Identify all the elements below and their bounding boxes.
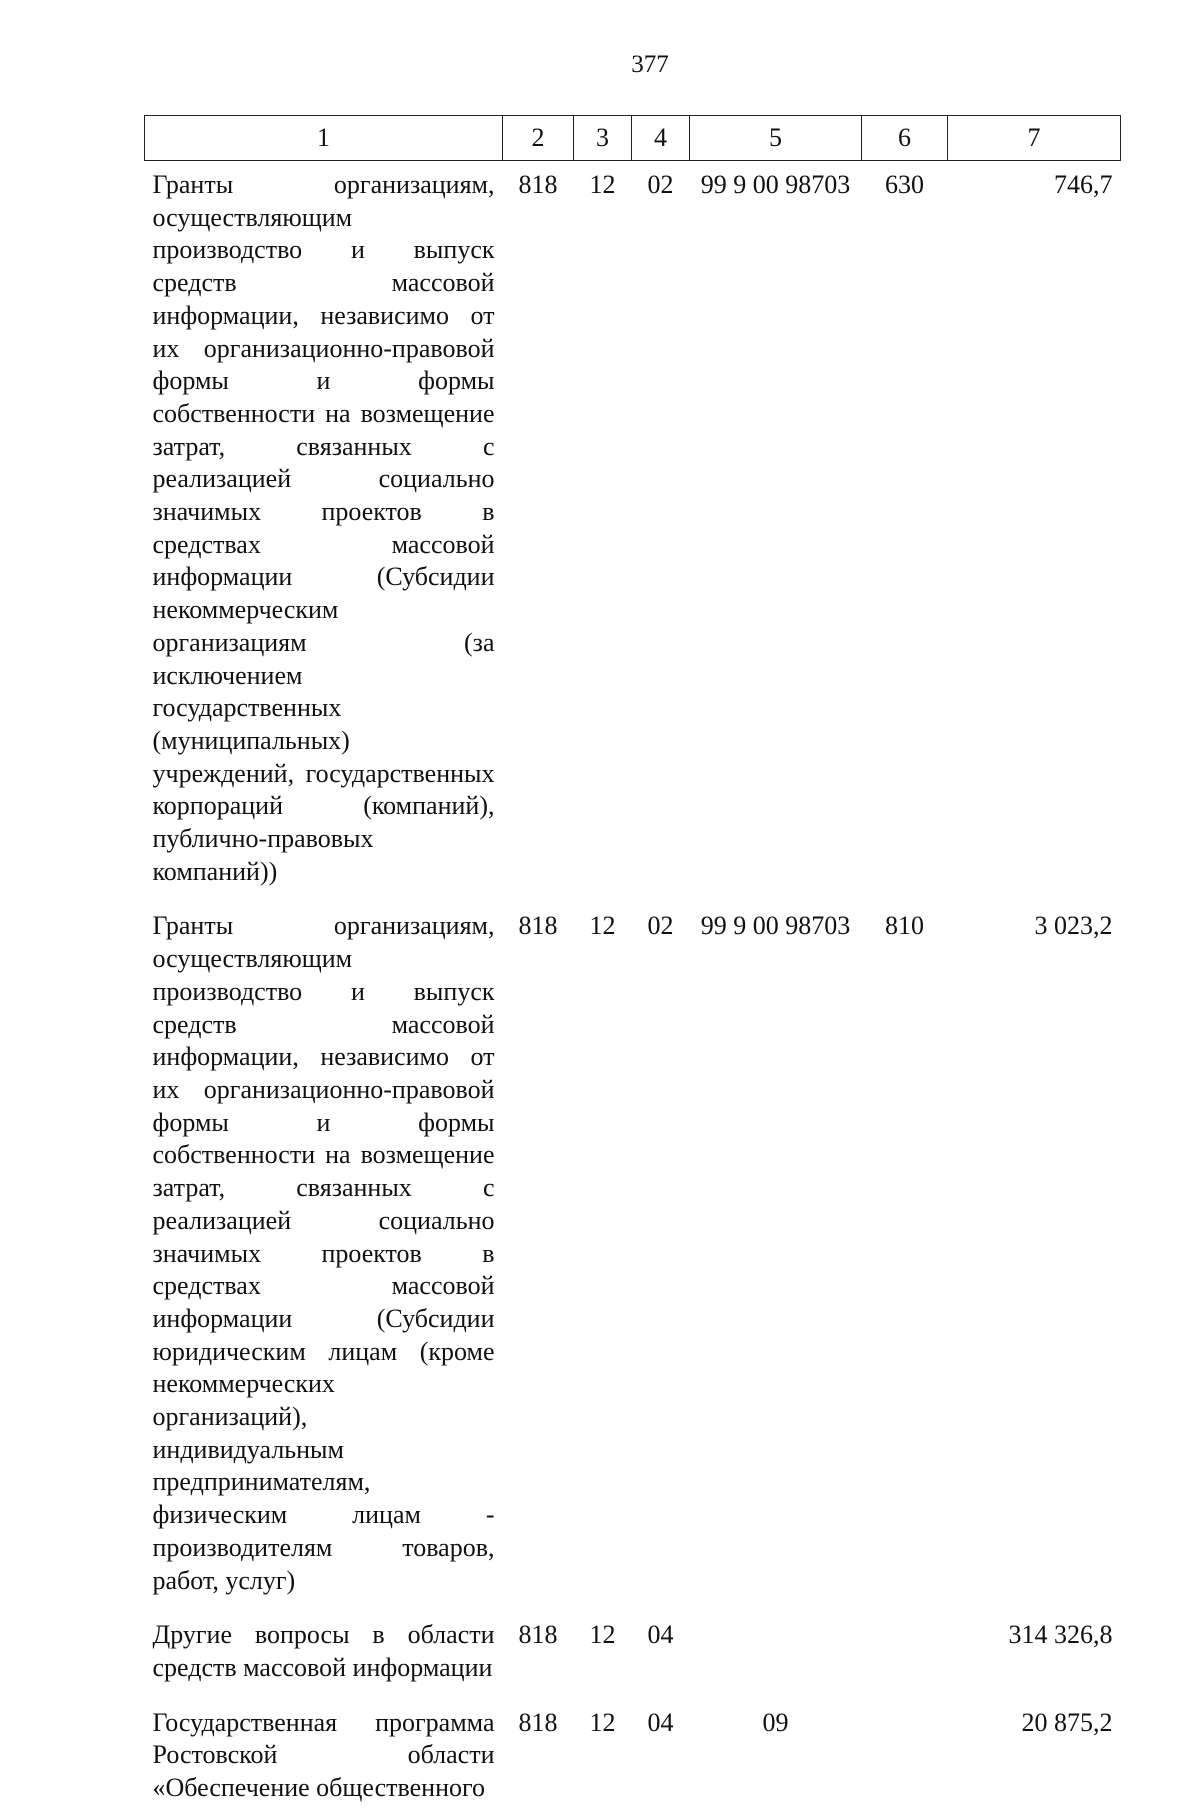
row-amount: 20 875,2 bbox=[1021, 1707, 1113, 1737]
row-expense-type: 810 bbox=[885, 911, 924, 941]
row-description: Государственная программа Ростовской области «Обеспечение общественного bbox=[152, 1707, 495, 1803]
row-subsection-code: 04 bbox=[647, 1620, 674, 1650]
row-target-article: 99 9 00 98703 bbox=[700, 911, 851, 941]
row-amount: 3 023,2 bbox=[1034, 911, 1113, 941]
row-amount: 314 326,8 bbox=[1008, 1620, 1113, 1650]
row-description: Другие вопросы в области средств массовой информации bbox=[152, 1620, 495, 1682]
row-section-code: 12 bbox=[589, 1620, 616, 1650]
row-target-article: 09 bbox=[762, 1707, 789, 1737]
row-ministry-code: 818 bbox=[518, 170, 558, 199]
table-row bbox=[145, 161, 1121, 903]
row-target-article: 99 9 00 98703 bbox=[700, 170, 851, 199]
row-expense-type bbox=[862, 1699, 948, 1819]
row-section-code: 12 bbox=[589, 911, 616, 941]
column-header-2: 2 bbox=[503, 116, 574, 161]
row-subsection-code: 04 bbox=[647, 1707, 674, 1737]
row-description: Гранты организациям, осуществляющим производство и выпуск средств массовой информации, независимо от их организационно-правовой формы и формы собственности на возмещение затрат, связанных с реализацией социально значимых проектов в средствах массовой информации (Субсидии юридическим лицам (кроме некоммерческих организаций), индивидуальным предпринимателям, физическим лицам - производителям товаров, работ, услуг) bbox=[152, 911, 495, 1595]
table-row bbox=[145, 1611, 1121, 1698]
column-header-7: 7 bbox=[948, 116, 1121, 161]
row-subsection-code: 02 bbox=[647, 170, 674, 199]
budget-table bbox=[144, 115, 1121, 1819]
page-number: 377 bbox=[631, 51, 669, 78]
table-body bbox=[145, 161, 1121, 1819]
table-header bbox=[145, 116, 1121, 161]
column-header-4: 4 bbox=[632, 116, 690, 161]
header-row bbox=[145, 116, 1121, 161]
column-header-1: 1 bbox=[145, 116, 503, 161]
row-expense-type: 630 bbox=[885, 170, 924, 199]
column-header-6: 6 bbox=[862, 116, 948, 161]
row-description: Гранты организациям, осуществляющим производство и выпуск средств массовой информации, независимо от их организационно-правовой формы и формы собственности на возмещение затрат, связанных с реализацией социально значимых проектов в средствах массовой информации (Субсидии некоммерческим организациям (за исключением государственных (муниципальных) учреждений, государственных корпораций (компаний), публично-правовых компаний)) bbox=[152, 170, 495, 886]
row-section-code: 12 bbox=[589, 170, 616, 199]
row-ministry-code: 818 bbox=[518, 911, 558, 941]
column-header-3: 3 bbox=[574, 116, 632, 161]
row-ministry-code: 818 bbox=[518, 1707, 558, 1737]
row-subsection-code: 02 bbox=[647, 911, 674, 941]
column-header-5: 5 bbox=[690, 116, 862, 161]
row-amount: 746,7 bbox=[1054, 170, 1113, 199]
table-row bbox=[145, 1699, 1121, 1819]
row-expense-type bbox=[862, 1611, 948, 1698]
row-ministry-code: 818 bbox=[518, 1620, 558, 1650]
table-row bbox=[145, 902, 1121, 1611]
row-target-article bbox=[690, 1611, 862, 1698]
row-section-code: 12 bbox=[589, 1707, 616, 1737]
